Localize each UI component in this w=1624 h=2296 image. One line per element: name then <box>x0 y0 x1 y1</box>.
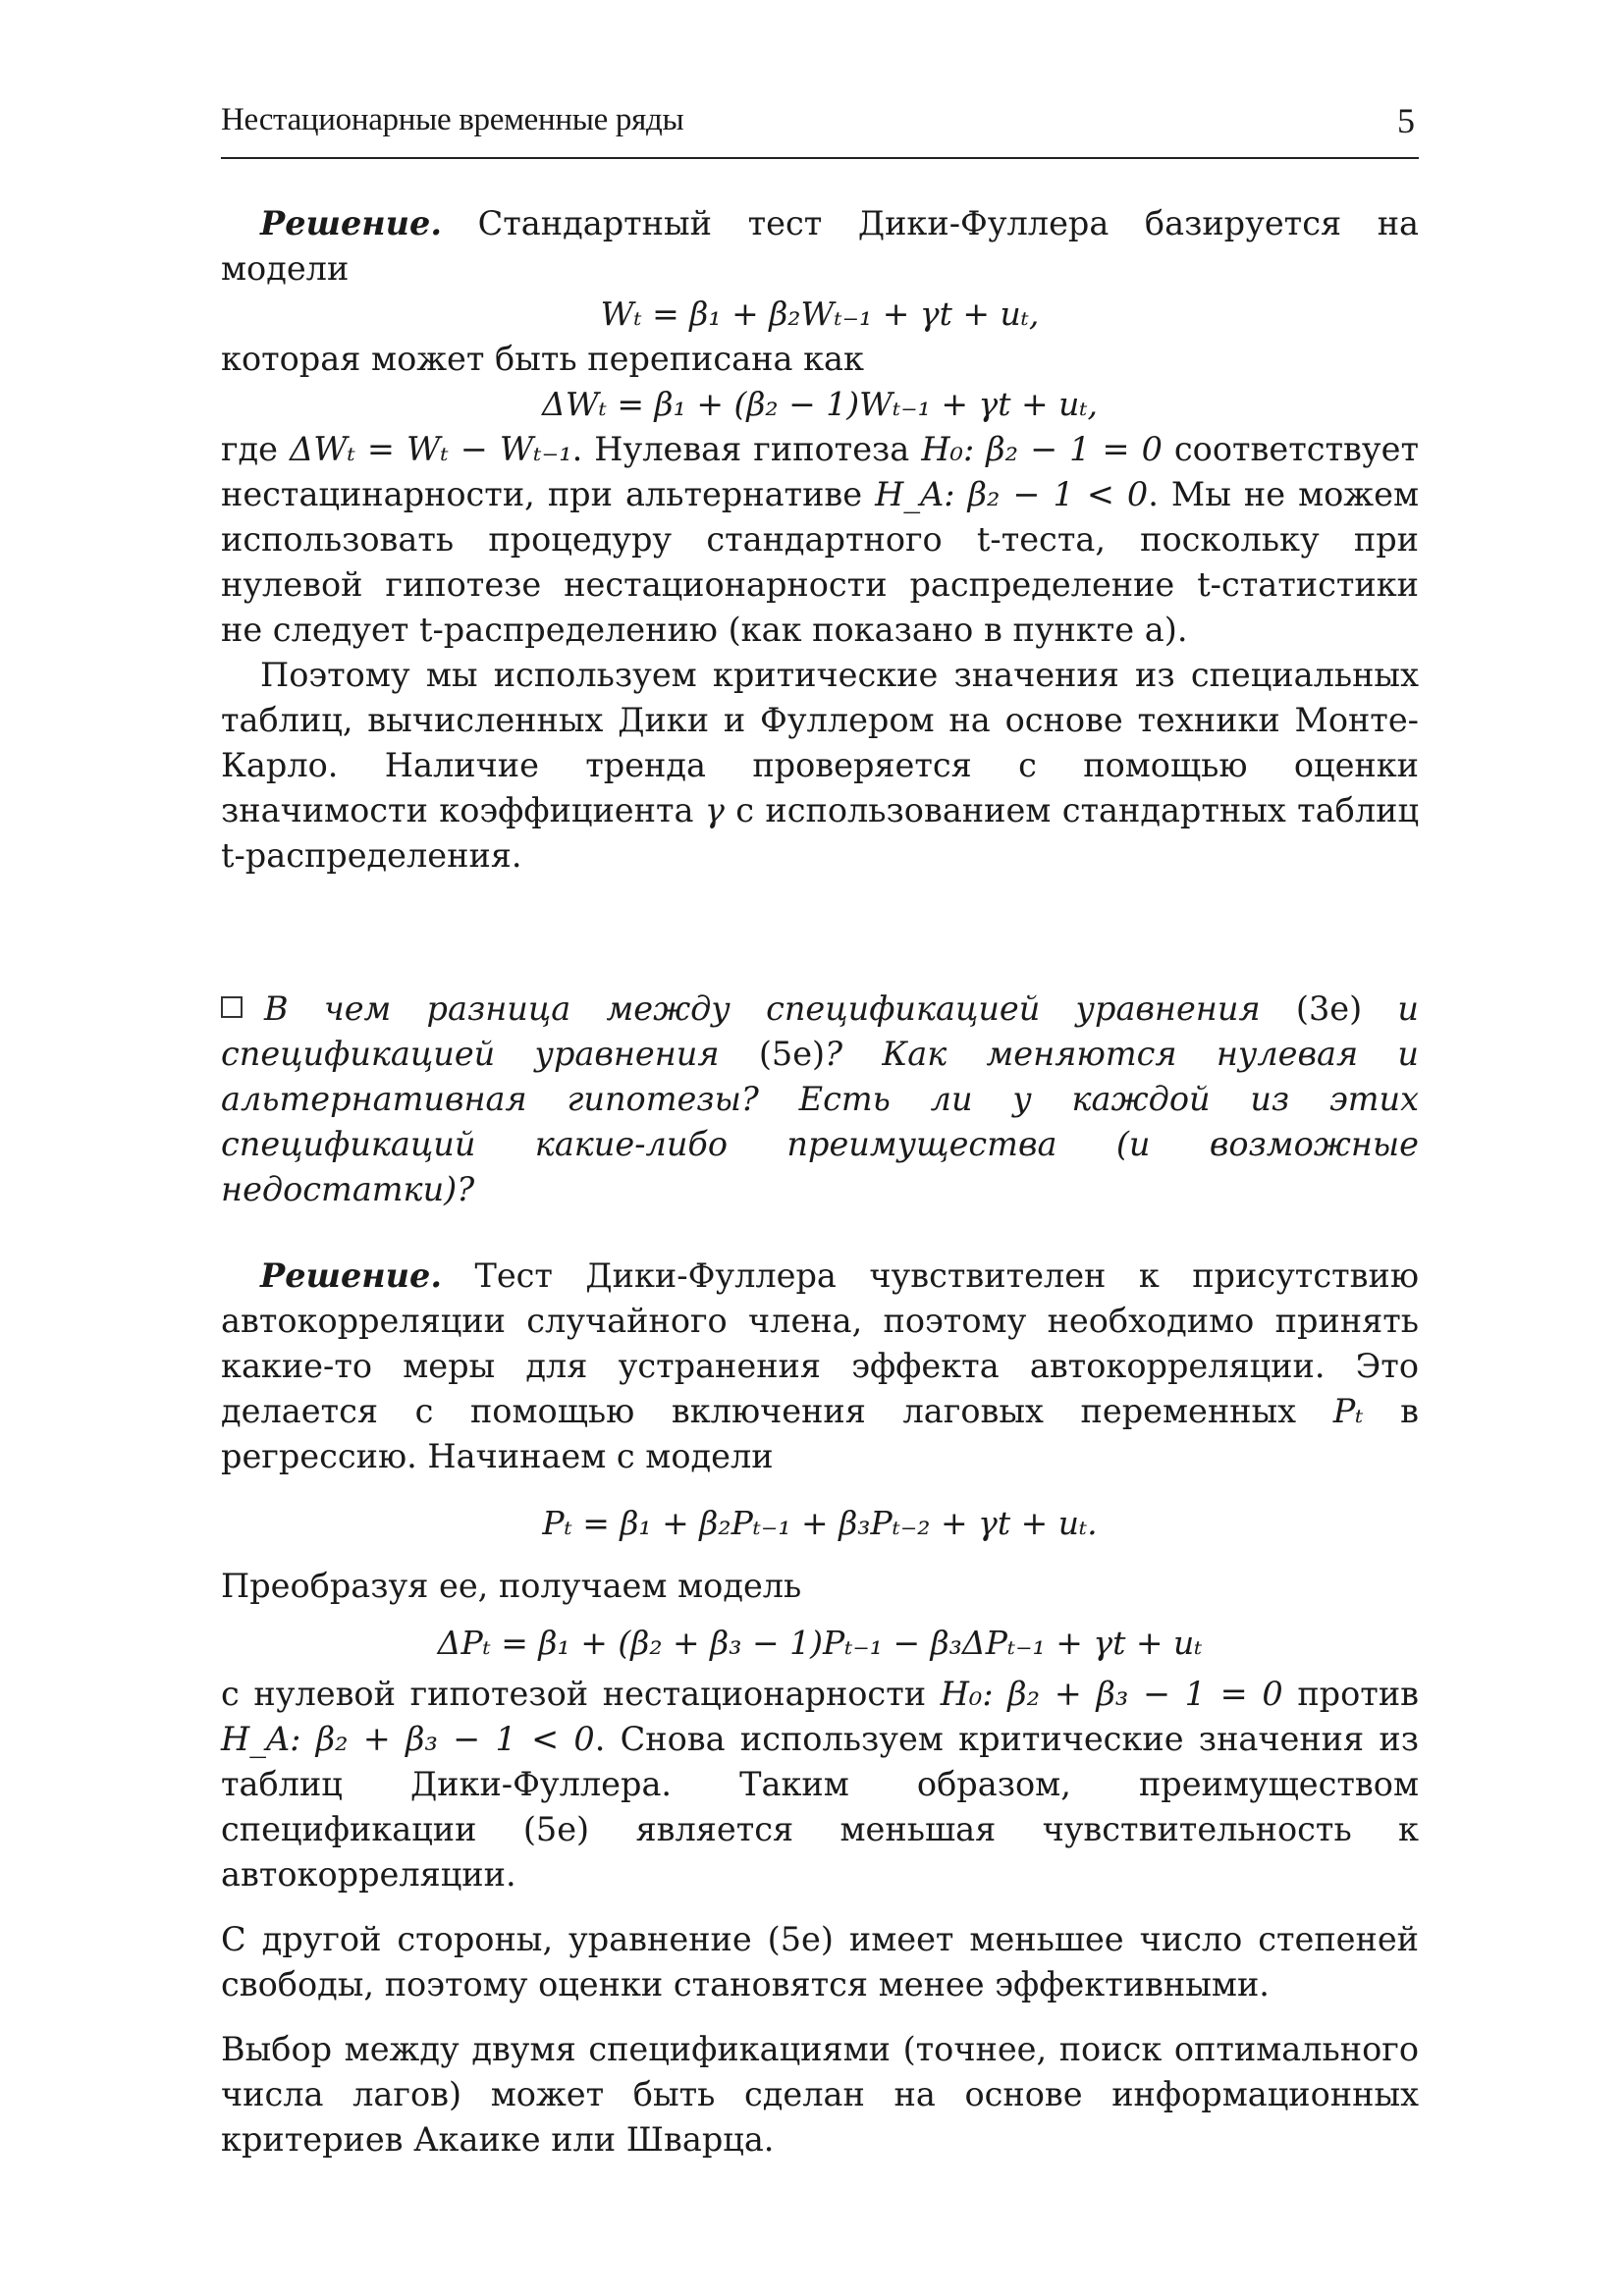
null2-text-a: с нулевой гипотезой нестационарности <box>221 1675 941 1713</box>
hypothesis-rest: . Мы не можем использовать процедуру стандартного t-теста, поскольку при нулевой гипотезе нестационарности распределение t-статистики не следует t-распределению (как показано в пункте а). <box>221 475 1420 649</box>
formula-dickey-fuller: Wₜ = β₁ + β₂Wₜ₋₁ + γt + uₜ, <box>600 294 1040 333</box>
formula-lagged-model: Pₜ = β₁ + β₂Pₜ₋₁ + β₃Pₜ₋₂ + γt + uₜ. <box>542 1504 1098 1542</box>
solution-paragraph-2 <box>221 1254 1419 1479</box>
null-corresponds: соответствует нестацинарности, при альтернативе <box>221 430 1419 513</box>
null-text: . Нулевая гипотеза <box>571 430 922 468</box>
question-text-a: В чем разница между спецификацией уравнения <box>264 989 1296 1028</box>
lag-variable: Pₜ <box>1332 1392 1364 1430</box>
where-prefix: где <box>221 430 291 468</box>
null2-text-b: против <box>1282 1675 1420 1713</box>
checkbox-icon <box>221 996 243 1018</box>
alt-hypothesis-formula-2: H_A: β₂ + β₃ − 1 < 0 <box>221 1720 595 1758</box>
hypothesis-paragraph-2 <box>221 1672 1419 1897</box>
critical-values-text-b: с использованием стандартных таблиц t-распределения. <box>221 791 1419 875</box>
where-formula: ΔWₜ = Wₜ − Wₜ₋₁ <box>290 430 572 468</box>
gamma-symbol: γ <box>704 791 725 829</box>
solution-lead: Решение. <box>260 204 443 242</box>
question-text-c: ? Как меняются нулевая и альтернативная гипотезы? Есть ли у каждой из этих спецификаций какие-либо преимущества (и возможные недостатки)? <box>221 1035 1419 1208</box>
question-paragraph <box>221 987 1419 1212</box>
rewrite-line: которая может быть переписана как <box>221 340 864 378</box>
degrees-of-freedom-paragraph: С другой стороны, уравнение (5е) имеет меньшее число степеней свободы, поэтому оценки становятся менее эффективными. <box>221 1920 1419 2003</box>
hypothesis-paragraph <box>221 427 1419 653</box>
solution2-intro-b: в регрессию. Начинаем с модели <box>221 1392 1420 1475</box>
running-header <box>221 102 1419 159</box>
information-criteria-paragraph: Выбор между двумя спецификациями (точнее, поиск оптимального числа лагов) может быть сделан на основе информационных критериев Акаике или Шварца. <box>221 2030 1419 2159</box>
formula-difference: ΔWₜ = β₁ + (β₂ − 1)Wₜ₋₁ + γt + uₜ, <box>542 385 1098 423</box>
equation-ref-3e: (3е) <box>1295 989 1363 1028</box>
null2-text-c: . Снова используем критические значения из таблиц Дики-Фуллера. Таким образом, преимуществом спецификации (5е) является меньшая чувствительность к автокорреляции. <box>221 1720 1419 1894</box>
solution-lead-2: Решение. <box>260 1256 443 1295</box>
critical-values-text-a: Поэтому мы используем критические значения из специальных таблиц, вычисленных Дики и Фуллером на основе техники Монте-Карло. Наличие тренда проверяется с помощью оценки значимости коэффициента <box>221 656 1419 829</box>
solution-paragraph-1 <box>221 201 1419 292</box>
solution2-intro-a: Тест Дики-Фуллера чувствителен к присутствию автокорреляции случайного члена, поэтому необходимо принять какие-то меры для устранения эффекта автокорреляции. Это делается с помощью включения лаговых переменных <box>221 1256 1419 1430</box>
equation-ref-5e: (5е) <box>758 1035 826 1073</box>
critical-values-paragraph <box>221 653 1419 879</box>
transform-line: Преобразуя ее, получаем модель <box>221 1567 802 1605</box>
page-number: 5 <box>1397 101 1415 140</box>
solution-intro: Стандартный тест Дики-Фуллера базируется на модели <box>221 204 1419 288</box>
alt-hypothesis-formula: H_A: β₂ − 1 < 0 <box>875 475 1149 513</box>
page-body <box>221 201 1419 2163</box>
question-text-b: и спецификацией уравнения <box>221 989 1419 1073</box>
header-title: Нестационарные временные ряды <box>221 102 684 137</box>
formula-augmented-model: ΔPₜ = β₁ + (β₂ + β₃ − 1)Pₜ₋₁ − β₃ΔPₜ₋₁ + γt + uₜ <box>437 1624 1203 1662</box>
null-hypothesis-formula-2: H₀: β₂ + β₃ − 1 = 0 <box>940 1675 1283 1713</box>
null-hypothesis-formula: H₀: β₂ − 1 = 0 <box>921 430 1163 468</box>
